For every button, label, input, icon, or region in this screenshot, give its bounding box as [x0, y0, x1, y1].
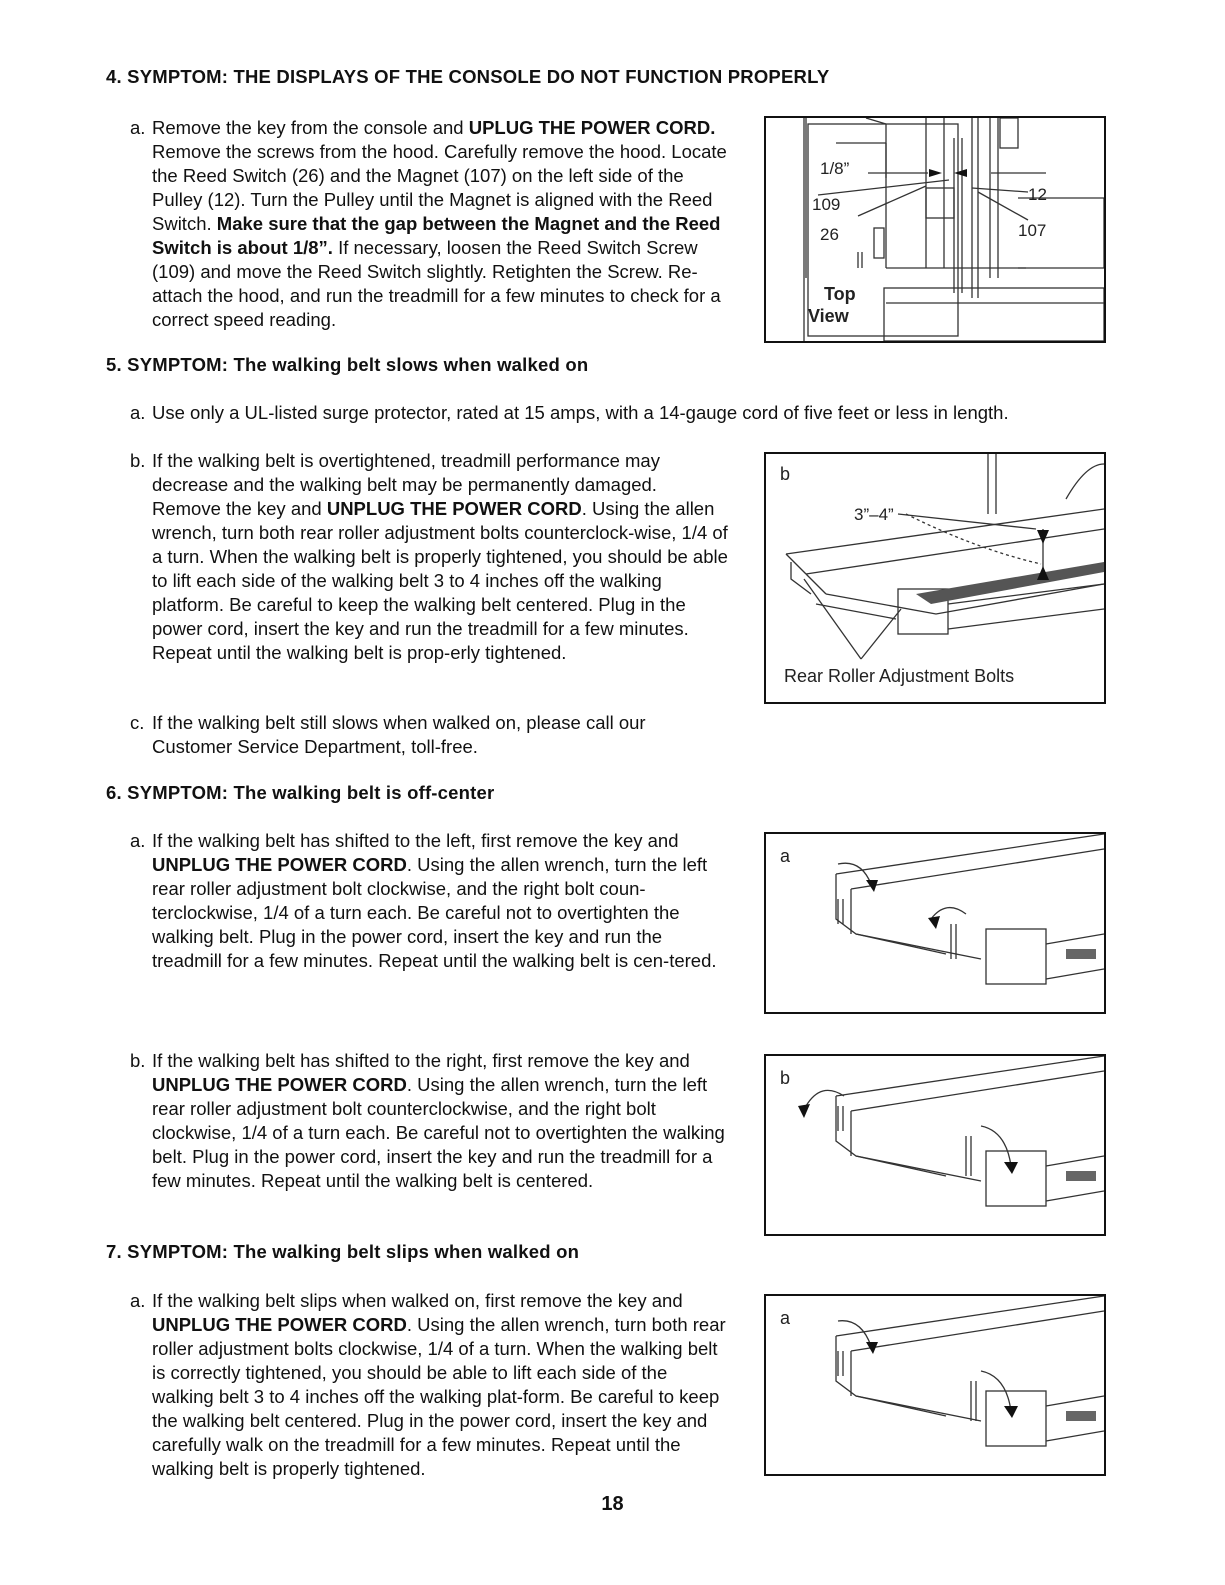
part-109-label: 109 — [812, 195, 841, 214]
figure-letter: a — [780, 846, 791, 866]
section-5-step-b — [130, 449, 730, 665]
treadmill-belt-lift-drawing — [766, 454, 1104, 702]
treadmill-rear-drawing-c — [766, 1296, 1104, 1474]
belt-tension-figure — [764, 452, 1106, 704]
belt-shifted-left-figure — [764, 832, 1106, 1014]
figure-letter: b — [780, 464, 791, 484]
step-text: If the walking belt still slows when walked on, please call our Customer Service Department, toll-free. — [152, 712, 646, 757]
step-text: Use only a UL-listed surge protector, rated at 15 amps, with a 14-gauge cord of five feet or less in length. — [152, 402, 1009, 423]
belt-shifted-right-figure — [764, 1054, 1106, 1236]
section-7-heading: 7. SYMPTOM: The walking belt slips when walked on — [106, 1241, 580, 1262]
step-label: b. — [130, 450, 146, 471]
section-6-step-a — [130, 829, 730, 973]
page-number: 18 — [601, 1493, 624, 1515]
treadmill-rear-drawing-a — [766, 834, 1104, 1012]
view-label-view: View — [808, 306, 849, 326]
step-text: Remove the key from the console and UPLUG THE POWER CORD. Remove the screws from the hood. Carefully remove the hood. Locate the Reed Switch (26) and the Magnet (107) on the left side of the Pulley (12). Turn the Pulley until the Magnet is aligned with the Reed Switch. Make sure that the gap between the Magnet and the Reed Switch is about 1/8”. If necessary, loosen the Reed Switch Screw (109) and move the Reed Switch slightly. Retighten the Screw. Re-attach the hood, and run the treadmill for a few minutes to check for a correct speed reading. — [152, 117, 727, 330]
step-label: a. — [130, 402, 146, 423]
section-7-step-a — [130, 1289, 730, 1481]
section-5-heading: 5. SYMPTOM: The walking belt slows when walked on — [106, 354, 589, 375]
step-text: If the walking belt has shifted to the right, first remove the key and UNPLUG THE POWER CORD. Using the allen wrench, turn the left rear roller adjustment bolt counterclockwise, and the right bolt clockwise, 1/4 of a turn each. Be careful not to overtighten the walking belt. Plug in the power cord, insert the key and run the treadmill for a few minutes. Repeat until the walking belt is centered. — [152, 1050, 725, 1191]
part-26-label: 26 — [820, 225, 839, 244]
view-label-top: Top — [824, 284, 856, 304]
lift-measurement-label: 3”–4” — [854, 505, 894, 524]
section-6-heading: 6. SYMPTOM: The walking belt is off-center — [106, 782, 495, 803]
step-text: If the walking belt is overtightened, treadmill performance may decrease and the walking belt may be permanently damaged. Remove the key and UNPLUG THE POWER CORD. Using the allen wrench, turn both rear roller adjustment bolts counterclock-wise, 1/4 of a turn. When the walking belt is properly tightened, you should be able to lift each side of the walking belt 3 to 4 inches off the walking platform. Be careful to keep the walking belt centered. Plug in the power cord, insert the key and run the treadmill for a few minutes. Repeat until the walking belt is prop-erly tightened. — [152, 450, 728, 663]
step-label: b. — [130, 1050, 146, 1071]
figure-caption: Rear Roller Adjustment Bolts — [784, 666, 1015, 686]
figure-letter: a — [780, 1308, 791, 1328]
step-label: c. — [130, 712, 145, 733]
part-107-label: 107 — [1018, 221, 1047, 240]
step-text: If the walking belt slips when walked on, first remove the key and UNPLUG THE POWER CORD. Using the allen wrench, turn both rear roller adjustment bolts clockwise, 1/4 of a turn. When the walking belt is correctly tightened, you should be able to lift each side of the walking belt 3 to 4 inches off the walking plat-form. Be careful to keep the walking belt centered. Plug in the power cord, insert the key and carefully walk on the treadmill for a few minutes. Repeat until the walking belt is properly tightened. — [152, 1290, 726, 1479]
section-5-step-a — [130, 401, 1110, 425]
belt-slip-figure — [764, 1294, 1106, 1476]
reed-switch-top-view-figure — [764, 116, 1106, 343]
section-4-step-a — [130, 116, 730, 332]
section-6-step-b — [130, 1049, 730, 1193]
section-5-step-c — [130, 711, 730, 759]
figure-letter: b — [780, 1068, 791, 1088]
step-text: If the walking belt has shifted to the left, first remove the key and UNPLUG THE POWER CORD. Using the allen wrench, turn the left rear roller adjustment bolt clockwise, and the right bolt coun-terclockwise, 1/4 of a turn each. Be careful not to overtighten the walking belt. Plug in the power cord, insert the key and run the treadmill for a few minutes. Repeat until the walking belt is cen-tered. — [152, 830, 717, 971]
gap-measurement-label: 1/8” — [820, 159, 850, 178]
treadmill-rear-drawing-b — [766, 1056, 1104, 1234]
step-label: a. — [130, 830, 146, 851]
reed-switch-diagram — [766, 118, 1104, 341]
step-label: a. — [130, 117, 146, 138]
section-4-heading: 4. SYMPTOM: THE DISPLAYS OF THE CONSOLE DO NOT FUNCTION PROPERLY — [106, 66, 830, 87]
step-label: a. — [130, 1290, 146, 1311]
part-12-label: 12 — [1028, 185, 1047, 204]
